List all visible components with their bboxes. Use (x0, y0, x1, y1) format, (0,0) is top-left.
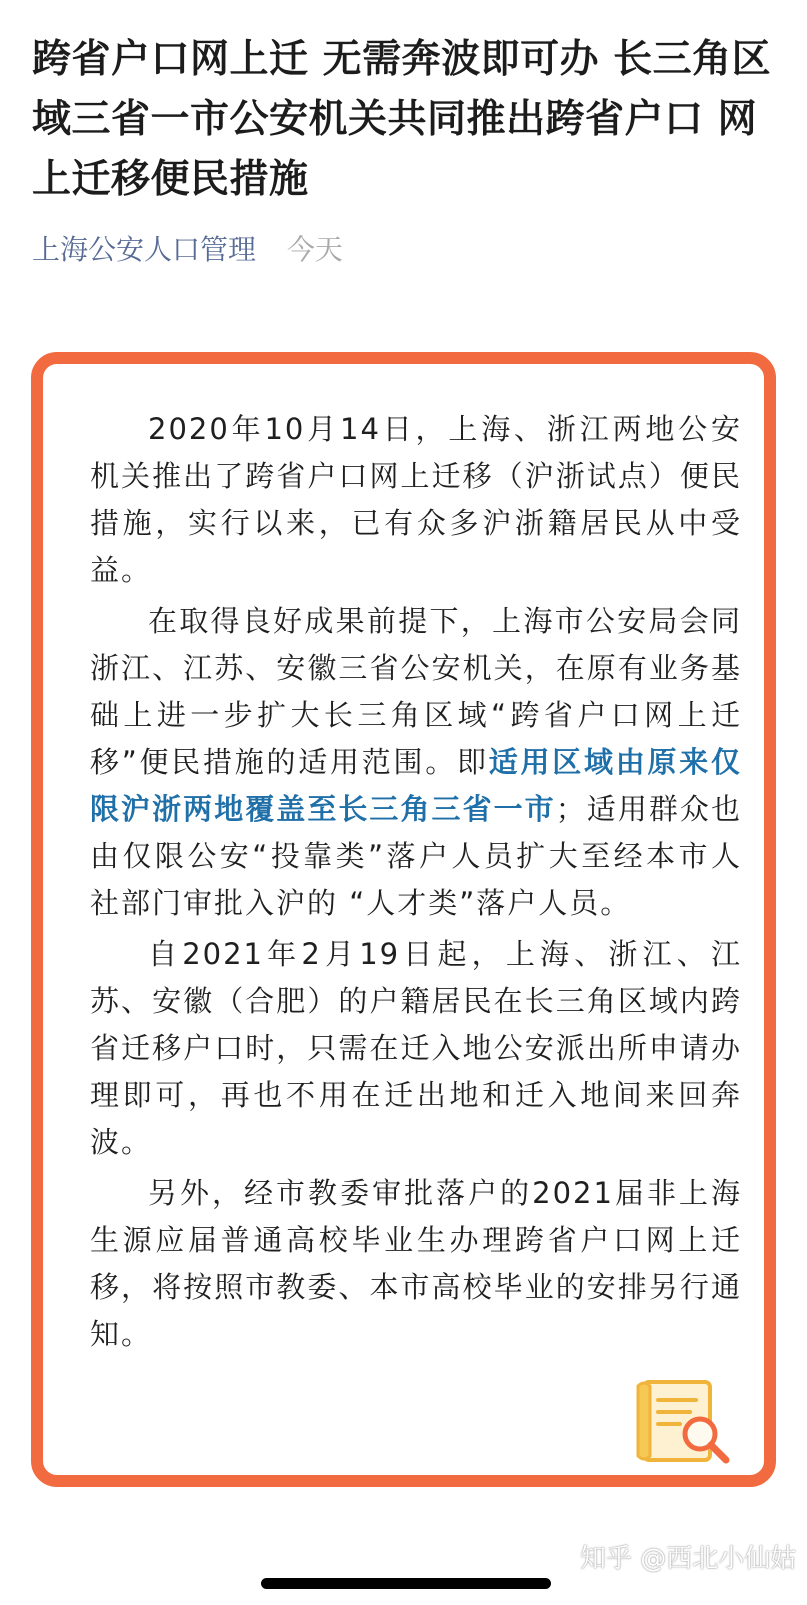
paragraph-2-text-after: ；适用群众也由仅限公安“投靠类”落户人员扩大至经本市人社部门审批入沪的 “人才类”落户人员。 (90, 792, 742, 920)
notice-body (90, 406, 742, 1362)
paragraph-2 (90, 598, 742, 927)
home-indicator[interactable] (261, 1578, 551, 1589)
account-name-link[interactable]: 上海公安人口管理 (32, 233, 257, 266)
paragraph-2-text-before: 在取得良好成果前提下，上海市公安局会同浙江、江苏、安徽三省公安机关，在原有业务基础上进一步扩大长三角区域“跨省户口网上迁移”便民措施的适用范围。即 (90, 604, 742, 779)
document-search-icon (632, 1378, 734, 1468)
notice-card (31, 352, 776, 1487)
paragraph-3: 自2021年2月19日起，上海、浙江、江苏、安徽（合肥）的户籍居民在长三角区域内跨省迁移户口时，只需在迁入地公安派出所申请办理即可，再也不用在迁出地和迁入地间来回奔波。 (90, 937, 742, 1159)
paragraph-4: 另外，经市教委审批落户的2021届非上海生源应届普通高校毕业生办理跨省户口网上迁移，将按照市教委、本市高校毕业的安排另行通知。 (90, 1176, 742, 1351)
zhihu-watermark: 知乎 @西北小仙姑 (580, 1544, 797, 1574)
article-title: 跨省户口网上迁 无需奔波即可办 长三角区域三省一市公安机关共同推出跨省户口 网上迁移便民措施 (32, 37, 772, 202)
article-meta (32, 228, 343, 272)
publish-date: 今天 (286, 233, 343, 266)
highlighted-text: 适用区域由原来仅限沪浙两地覆盖至长三角三省一市 (90, 745, 742, 826)
paragraph-1: 2020年10月14日，上海、浙江两地公安机关推出了跨省户口网上迁移（沪浙试点）便民措施，实行以来，已有众多沪浙籍居民从中受益。 (90, 412, 742, 587)
